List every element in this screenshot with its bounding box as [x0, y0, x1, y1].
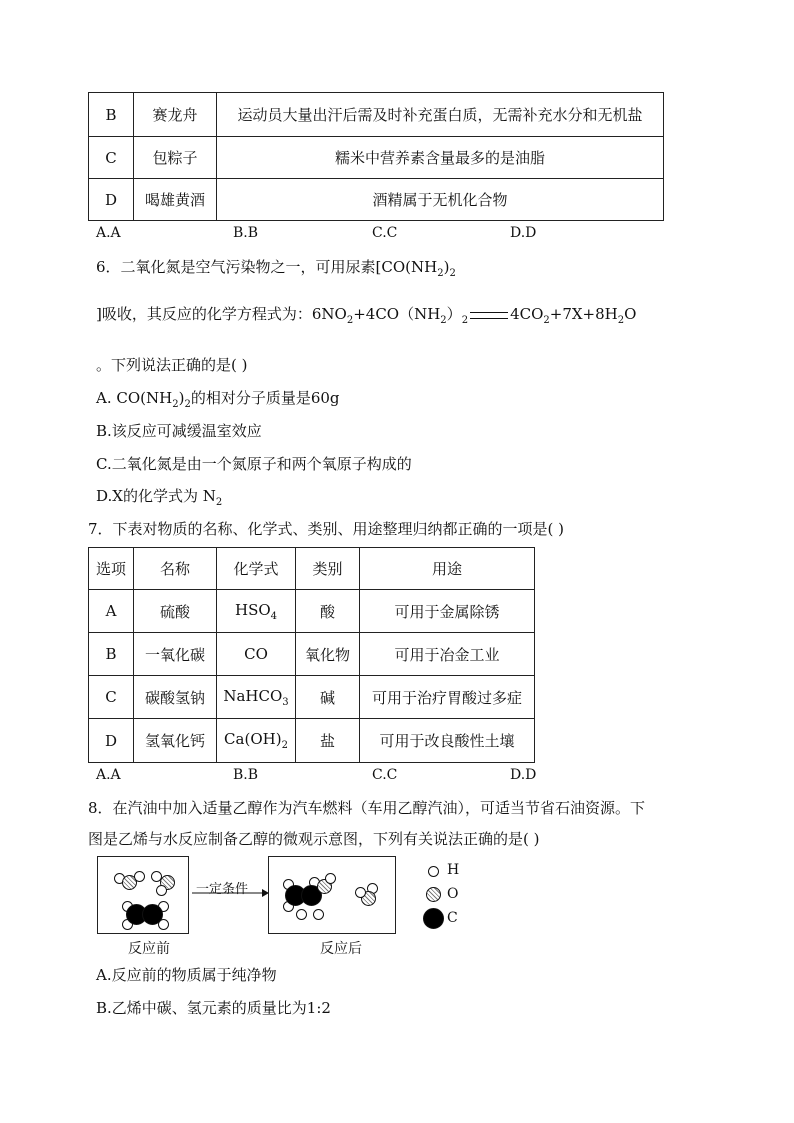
text: ]吸收，其反应的化学方程式为：6NO [96, 305, 347, 323]
sub: 2 [172, 399, 179, 410]
legend-o: O [447, 886, 459, 902]
text: O [624, 305, 637, 323]
h-legend-icon [428, 866, 439, 877]
q8-line1: 8．在汽油中加入适量乙醇作为汽车燃料（车用乙醇汽油），可适当节省石油资源。下 [88, 799, 646, 817]
cell: 可用于改良酸性土壤 [360, 719, 535, 763]
cell: D [89, 179, 134, 221]
table-row [89, 633, 535, 676]
text: D.X的化学式为 N [96, 487, 216, 505]
cell: 赛龙舟 [134, 93, 217, 137]
text: +4CO（NH [353, 305, 441, 323]
cell: D [89, 719, 134, 763]
cell: CO [217, 633, 296, 676]
q6-line1 [96, 256, 456, 279]
cell: 可用于冶金工业 [360, 633, 535, 676]
q8-option-a[interactable]: A.反应前的物质属于纯净物 [96, 966, 277, 984]
text: 6．二氧化氮是空气污染物之一，可用尿素[CO(NH [96, 258, 438, 276]
cell: 包粽子 [134, 137, 217, 179]
text: 的相对分子质量是60g [190, 389, 340, 407]
sub: 4 [270, 610, 278, 622]
cell: 碳酸氢钠 [134, 676, 217, 719]
text: HSO [234, 600, 271, 619]
legend-c: C [447, 910, 458, 926]
box-after [268, 856, 396, 934]
table-q5 [88, 92, 664, 221]
sub: 2 [215, 497, 223, 508]
q6-option-b[interactable]: B.该反应可减缓温室效应 [96, 422, 262, 440]
table-row [89, 93, 664, 137]
table-row [89, 548, 535, 590]
sub: 2 [281, 740, 288, 751]
cell: 酒精属于无机化合物 [217, 179, 664, 221]
option-d[interactable]: D.D [510, 225, 537, 241]
cell: 运动员大量出汗后需及时补充蛋白质，无需补充水分和无机盐 [217, 93, 664, 137]
option-a[interactable]: A.A [96, 225, 121, 241]
q6-option-d[interactable] [96, 485, 222, 508]
cell: 氧化物 [296, 633, 360, 676]
cell [217, 719, 296, 763]
q6-line3: 。下列说法正确的是( ) [96, 356, 248, 374]
header-cell: 用途 [360, 548, 535, 590]
h-atom [313, 909, 324, 920]
option-c[interactable]: C.C [372, 767, 398, 783]
sub: 2 [461, 315, 469, 326]
sub: 2 [440, 315, 447, 326]
option-c[interactable]: C.C [372, 225, 398, 241]
text: 4CO [510, 305, 544, 323]
cell: 可用于治疗胃酸过多症 [360, 676, 535, 719]
table-row [89, 719, 535, 763]
text: ） [446, 305, 462, 323]
sub: 3 [282, 696, 289, 708]
h-atom [325, 873, 336, 884]
cell: A [89, 590, 134, 633]
h-atom [156, 885, 167, 896]
cell: B [89, 633, 134, 676]
table-row [89, 676, 535, 719]
cell: 盐 [296, 719, 360, 763]
cell: 碱 [296, 676, 360, 719]
label-after: 反应后 [320, 941, 362, 957]
h-atom [355, 887, 366, 898]
cell: C [89, 137, 134, 179]
q6-option-c[interactable]: C.二氧化氮是由一个氮原子和两个氧原子构成的 [96, 455, 412, 473]
sub: 2 [184, 399, 191, 410]
option-b[interactable]: B.B [233, 767, 259, 783]
c-legend-icon [423, 908, 444, 929]
c-atom [142, 904, 163, 925]
cell: 氢氧化钙 [134, 719, 217, 763]
option-d[interactable]: D.D [510, 767, 537, 783]
text: ) [443, 258, 450, 276]
h-atom [134, 871, 145, 882]
table-q7 [88, 547, 535, 763]
cell: 喝雄黄酒 [134, 179, 217, 221]
cell: 糯米中营养素含量最多的是油脂 [217, 137, 664, 179]
condition-label: 一定条件 [196, 882, 249, 897]
cell: C [89, 676, 134, 719]
sub: 2 [543, 315, 550, 326]
cell [217, 590, 296, 633]
option-b[interactable]: B.B [233, 225, 259, 241]
equals-sign [470, 312, 508, 319]
header-cell: 类别 [296, 548, 360, 590]
text: A. CO(NH [96, 389, 173, 407]
text: NaHCO [223, 686, 283, 705]
arrow-icon [192, 888, 270, 898]
cell: B [89, 93, 134, 137]
text: Ca(OH) [224, 730, 282, 748]
table-row [89, 590, 535, 633]
cell [217, 676, 296, 719]
label-before: 反应前 [128, 941, 170, 957]
sub: 2 [437, 268, 444, 279]
table-row [89, 179, 664, 221]
sub: 2 [449, 268, 456, 279]
cell: 酸 [296, 590, 360, 633]
cell: 可用于金属除锈 [360, 590, 535, 633]
text: ) [178, 389, 185, 407]
q8-line2: 图是乙烯与水反应制备乙醇的微观示意图，下列有关说法正确的是( ) [88, 830, 540, 848]
option-a[interactable]: A.A [96, 767, 121, 783]
header-cell: 选项 [89, 548, 134, 590]
cell: 硫酸 [134, 590, 217, 633]
header-cell: 名称 [134, 548, 217, 590]
q7-stem: 7．下表对物质的名称、化学式、类别、用途整理归纳都正确的一项是( ) [88, 520, 565, 538]
q8-option-b[interactable]: B.乙烯中碳、氢元素的质量比为1:2 [96, 999, 331, 1017]
q6-equation [96, 303, 636, 326]
sub: 2 [617, 315, 625, 326]
sub: 2 [346, 315, 354, 326]
h-atom [296, 909, 307, 920]
text: +7X+8H [549, 305, 618, 323]
o-legend-icon [426, 887, 441, 902]
table-row [89, 137, 664, 179]
q6-option-a[interactable] [96, 387, 340, 410]
cell: 一氧化碳 [134, 633, 217, 676]
box-before [97, 856, 189, 934]
header-cell: 化学式 [217, 548, 296, 590]
legend-h: H [447, 862, 460, 878]
